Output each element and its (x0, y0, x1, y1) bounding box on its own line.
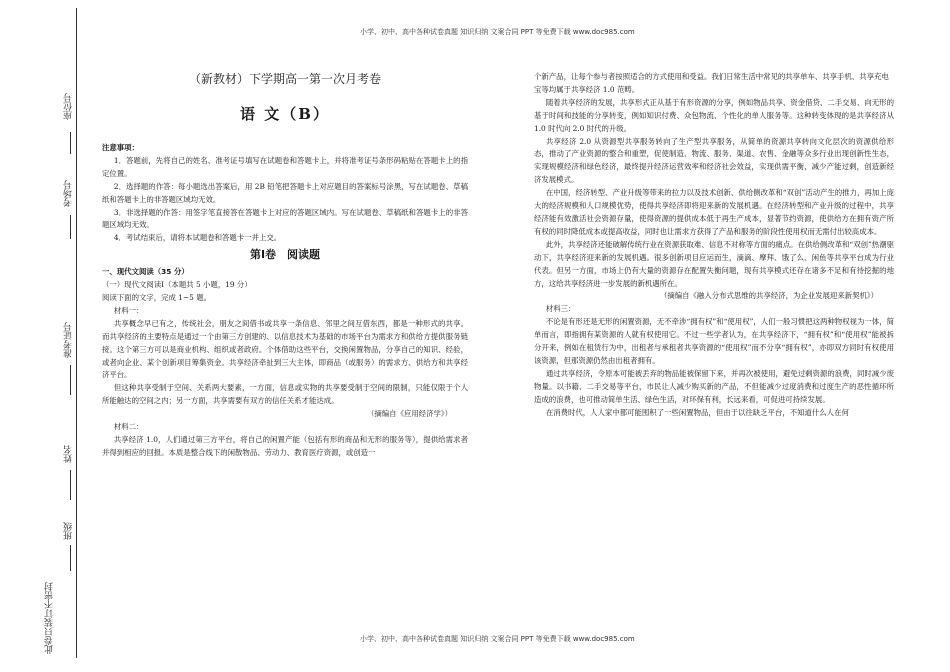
material3-paragraph-1: 不论是有形还是无形的闲置资源，无不牵涉“拥有权”和“使用权”，人们一般习惯把这两种物权视为一体，简单而言，即指拥有某资源的人就有权使用它。不过一些学者认为，在共享经济下，“拥有权”和“使用权”能被拆分开来，例如在租赁行为中，出租者与承租者共享资源的“使用权”而不分享“拥有权”，亦即双方同时有权使用该资源，但那资源仍然由出租者拥有。 (534, 317, 894, 365)
notice-item-3: 3．非选择题的作答：用签字笔直接答在答题卡上对应的答题区域内。写在试题卷、草稿纸和答题卡上的非答题区域均无效。 (102, 207, 468, 230)
material2-continuation: 个新产品，让每个参与者按照适合的方式使用和受益。我们日常生活中常见的共享单车、共享手机、共享充电宝等均属于共享经济 1.0 范畴。 (534, 72, 889, 94)
page-footer: 小学、初中、高中各种试卷真题 知识归纳 文案合同 PPT 等免费下载 www.doc985.com (360, 635, 635, 643)
page-header: 小学、初中、高中各种试卷真题 知识归纳 文案合同 PPT 等免费下载 www.doc985.com (360, 28, 635, 36)
material1-label: 材料一： (113, 305, 144, 315)
material2-label: 材料二： (113, 422, 144, 432)
exam-room-label: 考场号 (64, 180, 74, 207)
exam-room-blank (70, 215, 71, 239)
seal-note: 此卷只装订不密封 (45, 582, 55, 654)
section-heading: 一、现代文阅读（35 分） (102, 267, 189, 277)
material2-source: （摘编自《融入分布式思维的共享经济，为企业发展迎来新契机》） (659, 291, 878, 301)
seat-label: 座位号 (64, 93, 74, 120)
material2-paragraph-5: 此外，共享经济还能破解传统行业在资源获取难、信息不对称等方面的痛点。在供给侧改革和“双创”热潮驱动下，共享经济迎来新的发展机遇。很多创新项目应运而生，滴滴、摩拜、饿了么、闲鱼等共享平台成为行业代表。但另一方面，市场上仍有大量的资源存在配置失衡问题，现有共享模式还存在诸多不足和有待挖掘的地方，这给共享经济进一步发展的新机遇所在。 (534, 239, 894, 288)
material3-label: 材料三： (545, 304, 576, 314)
notice-item-2: 2．选择题的作答：每小题选出答案后，用 2B 铅笔把答题卡上对应题目的答案标号涂黑，写在试题卷、草稿纸和答题卡上的非答题区域均无效。 (102, 181, 468, 204)
reading-instruction: 阅读下面的文字，完成 1~5 题。 (102, 292, 211, 302)
subject-title: 语 文（B） (240, 105, 330, 123)
notice-item-1: 1．答题前，先将自己的姓名、准考证号填写在试题卷和答题卡上，并将准考证号条形码粘贴在答题卡上的指定位置。 (102, 155, 468, 178)
class-label: 班级 (64, 522, 74, 540)
material1-paragraph-2: 但这种共享受制于空间、关系两大要素，一方面，信息或实物的共享要受制于空间的限制，只能仅限于个人所能触达的空间之内；另一方面，共享需要有双方的信任关系才能达成。 (102, 383, 468, 406)
admission-blank (70, 365, 71, 395)
notice-title: 注意事项： (102, 143, 139, 152)
name-label: 姓名 (64, 445, 74, 463)
material1-paragraph-1: 共享概念早已有之，传统社会，朋友之间借书或共享一条信息、邻里之间互借东西，都是一种形式的共享。而共享经济的主要特点是通过一个由第三方创建的、以信息技术为基础的市场平台为需求方和供给方提供服务链接。这个第三方可以是商业机构、组织或者政府。个体借助这些平台，交换闲置物品，分享自己的知识、经验，或者向企业、某个创新项目筹集资金。共享经济牵扯到三大主体，即商品（或服务）的需求方、供给方和共享经济平台。 (102, 318, 468, 380)
seat-blank (70, 132, 71, 154)
binding-margin (0, 0, 88, 672)
admission-label: 准考证号 (64, 322, 74, 358)
material3-paragraph-2: 通过共享经济，令原本可能被丢弃的物品能被保留下来，并再次被使用，避免过剩资源的浪费，同时减少废物量。以书籍、二手交易等平台，市民让人减少购买新的产品，不但能减少过度消费和过度生产的恶性循环所造成的浪费，也可推动简单生活、绿色生活，对环保有利，长远来看，可促进可持续发展。 (534, 368, 894, 404)
material1-source: （摘编自《应用经济学》） (367, 409, 452, 419)
class-blank (70, 545, 71, 571)
exam-title: （新教材）下学期高一第一次月考卷 (188, 72, 381, 86)
name-blank (70, 470, 71, 500)
subsection-heading: （一）现代文阅读Ⅰ（本题共 5 小题，19 分） (102, 280, 252, 290)
material2-paragraph-2: 随着共享经济的发展，共享形式正从基于有形资源的分享，例如物品共享、资金借贷、二手交易、向无形的基于时间和技能的分享转变，例如知识付费、众包物流、个性化的单人服务等。这种转变体现的是共享经济从 1.0 时代向 2.0 时代的升级。 (534, 97, 894, 133)
material3-paragraph-3: 在消费时代，人人家中都可能囤积了一些闲置物品，但由于以往缺乏平台，不知道什么人在何 (545, 407, 849, 417)
material2-paragraph-4: 在中国，经济转型、产业升级等带来的拉力以及技术创新、供给侧改革和“双创”活动产生的推力，再加上庞大的经济规模和人口规模优势，使得共享经济即将迎来新的发展机遇。在经济转型和产业升级的过程中，共享经济能有效激活社会资源存量，使得资源的提供成本低于再生产成本，显著节约资源，使供给方在拥有资产所有权的同时降低成本或提高收益，同时也让需求方获得了产品和服务的阶段性使用权而无需付出较高成本。 (534, 188, 894, 236)
material2-paragraph-1: 共享经济 1.0，人们通过第三方平台，将自己的闲置产能（包括有形的商品和无形的服务等），提供给需求者并得到相应的回报。本质是整合线下的闲散物品、劳动力、教育医疗资源，或创造一 (102, 434, 468, 457)
right-column (534, 71, 894, 419)
binding-line (76, 8, 78, 658)
notice-item-4: 4．考试结束后，请将本试题卷和答题卡一并上交。 (113, 233, 282, 243)
material2-paragraph-3: 共享经济 2.0 从资源型共享服务转向了生产型共享服务，从简单的资源共享转向文化层次的资源供给形态，推动了产业资源的整合和重塑，促使制造、物流、服务、渠道、农售、金融等众多行业出现创新性生态，实现规模经济和绿色经济，最终提升经济运营效率和经济社会效益，实现供需平衡，减少产能过剩，创造新经济发展模式。 (534, 136, 894, 185)
part-title: 第Ⅰ卷 阅读题 (249, 248, 321, 262)
left-column (102, 60, 468, 460)
